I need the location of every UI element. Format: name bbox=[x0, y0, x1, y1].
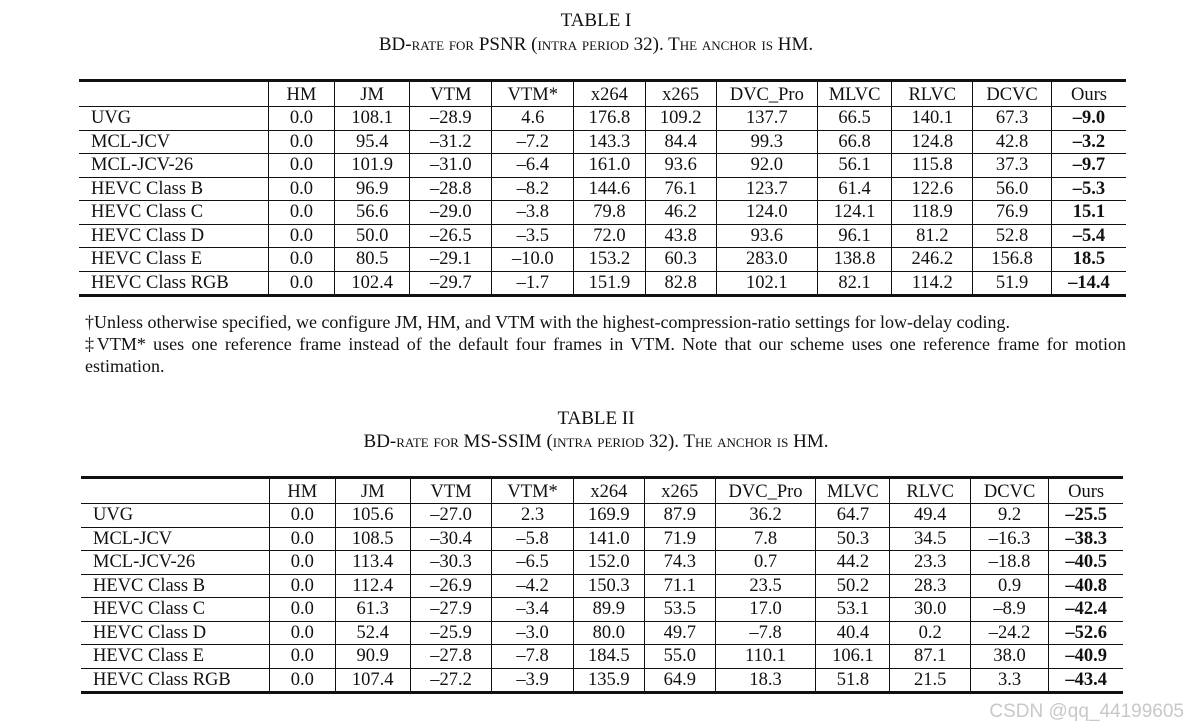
table-cell: 66.8 bbox=[817, 130, 891, 154]
table-cell: 43.8 bbox=[645, 224, 716, 248]
table-cell: –26.9 bbox=[410, 574, 492, 598]
row-label: MCL-JCV-26 bbox=[81, 551, 269, 575]
table1 bbox=[79, 79, 1126, 297]
table-cell: 93.6 bbox=[645, 154, 716, 178]
table-cell: 61.4 bbox=[817, 177, 891, 201]
column-header: VTM bbox=[410, 81, 492, 107]
table-cell: 169.9 bbox=[573, 504, 644, 528]
column-header: x264 bbox=[574, 81, 645, 107]
table-cell: 55.0 bbox=[644, 645, 715, 669]
table-cell: 108.5 bbox=[335, 527, 410, 551]
table-cell: 49.7 bbox=[644, 621, 715, 645]
table-cell: 36.2 bbox=[715, 504, 816, 528]
table-cell: 156.8 bbox=[973, 248, 1052, 272]
table-cell: 56.0 bbox=[973, 177, 1052, 201]
table-cell: 82.8 bbox=[645, 271, 716, 296]
row-label: UVG bbox=[79, 107, 268, 131]
table-cell: –3.0 bbox=[492, 621, 574, 645]
table-cell: 37.3 bbox=[973, 154, 1052, 178]
table-cell: 34.5 bbox=[890, 527, 970, 551]
table-cell: 0.0 bbox=[269, 621, 335, 645]
table-row bbox=[81, 621, 1123, 645]
table-cell: 0.0 bbox=[269, 645, 335, 669]
table-cell: 51.8 bbox=[816, 668, 890, 693]
table-cell: –4.2 bbox=[492, 574, 574, 598]
footnote-2: ‡VTM* uses one reference frame instead of the default four frames in VTM. Note that our scheme uses one reference frame for motion estimation. bbox=[85, 334, 1126, 376]
table-cell: 52.4 bbox=[335, 621, 410, 645]
table-row bbox=[79, 154, 1126, 178]
table-cell: –3.8 bbox=[492, 201, 574, 225]
table-cell: –24.2 bbox=[970, 621, 1048, 645]
table-cell: 283.0 bbox=[716, 248, 817, 272]
table-cell: –29.0 bbox=[410, 201, 492, 225]
table-cell: 0.7 bbox=[715, 551, 816, 575]
table-cell: –1.7 bbox=[492, 271, 574, 296]
table-row bbox=[79, 201, 1126, 225]
table-cell: –31.2 bbox=[410, 130, 492, 154]
column-header: Ours bbox=[1051, 81, 1126, 107]
table-cell: 72.0 bbox=[574, 224, 645, 248]
table-cell: 110.1 bbox=[715, 645, 816, 669]
table-cell: 17.0 bbox=[715, 598, 816, 622]
table-cell: 66.5 bbox=[817, 107, 891, 131]
column-header: Ours bbox=[1049, 478, 1123, 504]
table-cell: 96.1 bbox=[817, 224, 891, 248]
table-header-row bbox=[79, 81, 1126, 107]
table-cell: 161.0 bbox=[574, 154, 645, 178]
table-cell: –40.5 bbox=[1049, 551, 1123, 575]
table-cell: 50.0 bbox=[334, 224, 410, 248]
table-cell: –27.9 bbox=[410, 598, 492, 622]
table-cell: 89.9 bbox=[573, 598, 644, 622]
table-cell: 53.5 bbox=[644, 598, 715, 622]
table-cell: –9.0 bbox=[1051, 107, 1126, 131]
table-cell: 80.5 bbox=[334, 248, 410, 272]
table-row bbox=[79, 224, 1126, 248]
table-cell: 50.2 bbox=[816, 574, 890, 598]
table-cell: 71.9 bbox=[644, 527, 715, 551]
table-cell: 18.5 bbox=[1051, 248, 1126, 272]
table2-caption: BD-rate for MS-SSIM (intra period 32). The anchor is HM. bbox=[363, 431, 829, 452]
column-header: JM bbox=[334, 81, 410, 107]
row-label: HEVC Class E bbox=[81, 645, 269, 669]
watermark: CSDN @qq_44199605 bbox=[989, 701, 1184, 722]
table-cell: 92.0 bbox=[716, 154, 817, 178]
table-cell: 135.9 bbox=[573, 668, 644, 693]
table-cell: –18.8 bbox=[970, 551, 1048, 575]
table-cell: 0.0 bbox=[268, 224, 334, 248]
table-cell: 176.8 bbox=[574, 107, 645, 131]
table-cell: 153.2 bbox=[574, 248, 645, 272]
table-cell: 23.3 bbox=[890, 551, 970, 575]
table-cell: –25.9 bbox=[410, 621, 492, 645]
table-cell: 42.8 bbox=[973, 130, 1052, 154]
column-header: RLVC bbox=[890, 478, 970, 504]
table-row bbox=[81, 527, 1123, 551]
table-cell: 53.1 bbox=[816, 598, 890, 622]
table-row bbox=[81, 668, 1123, 693]
column-header: HM bbox=[269, 478, 335, 504]
table-row bbox=[81, 574, 1123, 598]
table-cell: 107.4 bbox=[335, 668, 410, 693]
table-header-row bbox=[81, 478, 1123, 504]
row-label: HEVC Class RGB bbox=[81, 668, 269, 693]
table-row bbox=[81, 551, 1123, 575]
table-cell: 74.3 bbox=[644, 551, 715, 575]
row-label: HEVC Class E bbox=[79, 248, 268, 272]
table-cell: 61.3 bbox=[335, 598, 410, 622]
row-label: HEVC Class C bbox=[81, 598, 269, 622]
table-cell: 124.8 bbox=[892, 130, 973, 154]
table-cell: 151.9 bbox=[574, 271, 645, 296]
table-cell: –8.2 bbox=[492, 177, 574, 201]
table-cell: 3.3 bbox=[970, 668, 1048, 693]
table-cell: –27.2 bbox=[410, 668, 492, 693]
table-cell: 87.1 bbox=[890, 645, 970, 669]
table-cell: –5.3 bbox=[1051, 177, 1126, 201]
table-cell: –38.3 bbox=[1049, 527, 1123, 551]
table-cell: 0.0 bbox=[268, 271, 334, 296]
table-cell: 0.0 bbox=[268, 154, 334, 178]
table-cell: 79.8 bbox=[574, 201, 645, 225]
table-cell: –14.4 bbox=[1051, 271, 1126, 296]
column-header: DVC_Pro bbox=[716, 81, 817, 107]
column-header: x265 bbox=[644, 478, 715, 504]
table-cell: 124.0 bbox=[716, 201, 817, 225]
table-cell: 108.1 bbox=[334, 107, 410, 131]
column-header: DCVC bbox=[973, 81, 1052, 107]
table-cell: –6.5 bbox=[492, 551, 574, 575]
table-cell: 114.2 bbox=[892, 271, 973, 296]
row-label: MCL-JCV-26 bbox=[79, 154, 268, 178]
table-cell: 0.0 bbox=[268, 130, 334, 154]
column-header: VTM bbox=[410, 478, 492, 504]
table-cell: –7.8 bbox=[492, 645, 574, 669]
table-cell: 64.7 bbox=[816, 504, 890, 528]
table-row bbox=[79, 248, 1126, 272]
table-cell: 124.1 bbox=[817, 201, 891, 225]
table-cell: 67.3 bbox=[973, 107, 1052, 131]
table-cell: –3.4 bbox=[492, 598, 574, 622]
table-cell: –29.1 bbox=[410, 248, 492, 272]
table-cell: 76.1 bbox=[645, 177, 716, 201]
table-row bbox=[79, 130, 1126, 154]
table-cell: –28.9 bbox=[410, 107, 492, 131]
table-row bbox=[81, 598, 1123, 622]
table-row bbox=[79, 107, 1126, 131]
row-label: MCL-JCV bbox=[79, 130, 268, 154]
table-cell: 44.2 bbox=[816, 551, 890, 575]
column-header: RLVC bbox=[892, 81, 973, 107]
table-cell: –9.7 bbox=[1051, 154, 1126, 178]
table-cell: 246.2 bbox=[892, 248, 973, 272]
table-cell: 0.0 bbox=[269, 574, 335, 598]
table-cell: 0.0 bbox=[269, 527, 335, 551]
table-cell: 184.5 bbox=[573, 645, 644, 669]
table-cell: 0.0 bbox=[268, 201, 334, 225]
table-cell: 38.0 bbox=[970, 645, 1048, 669]
table-row bbox=[81, 504, 1123, 528]
table-cell: 82.1 bbox=[817, 271, 891, 296]
row-label: HEVC Class B bbox=[79, 177, 268, 201]
table-cell: –42.4 bbox=[1049, 598, 1123, 622]
table-cell: 118.9 bbox=[892, 201, 973, 225]
table-cell: 0.0 bbox=[268, 107, 334, 131]
table-cell: 60.3 bbox=[645, 248, 716, 272]
table-cell: 102.1 bbox=[716, 271, 817, 296]
table-cell: –3.2 bbox=[1051, 130, 1126, 154]
table-cell: –10.0 bbox=[492, 248, 574, 272]
table-cell: 99.3 bbox=[716, 130, 817, 154]
table-cell: –16.3 bbox=[970, 527, 1048, 551]
table-cell: 143.3 bbox=[574, 130, 645, 154]
table-cell: –43.4 bbox=[1049, 668, 1123, 693]
table-cell: 109.2 bbox=[645, 107, 716, 131]
table-cell: 140.1 bbox=[892, 107, 973, 131]
column-header: HM bbox=[268, 81, 334, 107]
row-label: HEVC Class D bbox=[79, 224, 268, 248]
table-cell: 81.2 bbox=[892, 224, 973, 248]
table-cell: 50.3 bbox=[816, 527, 890, 551]
table-cell: 112.4 bbox=[335, 574, 410, 598]
table-cell: 115.8 bbox=[892, 154, 973, 178]
table1-label: TABLE I bbox=[560, 10, 632, 31]
table-cell: 30.0 bbox=[890, 598, 970, 622]
table-row bbox=[79, 271, 1126, 296]
footnote-1: †Unless otherwise specified, we configure JM, HM, and VTM with the highest-compression-ratio settings for low-delay coding. bbox=[85, 312, 1010, 332]
table2-label: TABLE II bbox=[557, 408, 635, 429]
table-cell: 0.0 bbox=[269, 551, 335, 575]
table-cell: –5.8 bbox=[492, 527, 574, 551]
table-cell: –3.5 bbox=[492, 224, 574, 248]
table-cell: 2.3 bbox=[492, 504, 574, 528]
table-cell: 93.6 bbox=[716, 224, 817, 248]
table-cell: 64.9 bbox=[644, 668, 715, 693]
table-cell: 0.0 bbox=[269, 598, 335, 622]
table-row bbox=[79, 177, 1126, 201]
table-cell: 51.9 bbox=[973, 271, 1052, 296]
row-label: UVG bbox=[81, 504, 269, 528]
table-cell: 101.9 bbox=[334, 154, 410, 178]
table-cell: 141.0 bbox=[573, 527, 644, 551]
column-header: MLVC bbox=[816, 478, 890, 504]
table-cell: –3.9 bbox=[492, 668, 574, 693]
table-cell: –7.2 bbox=[492, 130, 574, 154]
table-cell: 150.3 bbox=[573, 574, 644, 598]
table-cell: –26.5 bbox=[410, 224, 492, 248]
column-header: MLVC bbox=[817, 81, 891, 107]
table-cell: 9.2 bbox=[970, 504, 1048, 528]
table-cell: –40.9 bbox=[1049, 645, 1123, 669]
table2 bbox=[81, 476, 1123, 694]
table-cell: 56.1 bbox=[817, 154, 891, 178]
table-cell: –40.8 bbox=[1049, 574, 1123, 598]
table-cell: 0.0 bbox=[268, 248, 334, 272]
row-label: HEVC Class B bbox=[81, 574, 269, 598]
table-cell: 0.0 bbox=[268, 177, 334, 201]
table-cell: 76.9 bbox=[973, 201, 1052, 225]
table-cell: –31.0 bbox=[410, 154, 492, 178]
row-label: HEVC Class C bbox=[79, 201, 268, 225]
column-header: VTM* bbox=[492, 81, 574, 107]
column-header: JM bbox=[335, 478, 410, 504]
table-cell: –8.9 bbox=[970, 598, 1048, 622]
table-cell: 52.8 bbox=[973, 224, 1052, 248]
table-cell: –25.5 bbox=[1049, 504, 1123, 528]
row-label: HEVC Class RGB bbox=[79, 271, 268, 296]
table-cell: 105.6 bbox=[335, 504, 410, 528]
table-cell: –7.8 bbox=[715, 621, 816, 645]
column-header bbox=[79, 81, 268, 107]
table-cell: –30.4 bbox=[410, 527, 492, 551]
table-cell: 28.3 bbox=[890, 574, 970, 598]
table-cell: 106.1 bbox=[816, 645, 890, 669]
table-cell: 0.0 bbox=[269, 504, 335, 528]
table-cell: –6.4 bbox=[492, 154, 574, 178]
column-header: x264 bbox=[573, 478, 644, 504]
footnotes bbox=[79, 311, 1126, 377]
table-cell: 96.9 bbox=[334, 177, 410, 201]
table-cell: 21.5 bbox=[890, 668, 970, 693]
table-cell: –30.3 bbox=[410, 551, 492, 575]
table-cell: 87.9 bbox=[644, 504, 715, 528]
table-cell: 80.0 bbox=[573, 621, 644, 645]
table-cell: 95.4 bbox=[334, 130, 410, 154]
table-cell: 123.7 bbox=[716, 177, 817, 201]
table-cell: 49.4 bbox=[890, 504, 970, 528]
table-cell: 15.1 bbox=[1051, 201, 1126, 225]
table-cell: –28.8 bbox=[410, 177, 492, 201]
table-cell: 137.7 bbox=[716, 107, 817, 131]
table-cell: 102.4 bbox=[334, 271, 410, 296]
table-cell: 122.6 bbox=[892, 177, 973, 201]
table1-caption: BD-rate for PSNR (intra period 32). The anchor is HM. bbox=[378, 34, 814, 55]
table-cell: 0.9 bbox=[970, 574, 1048, 598]
table-cell: 90.9 bbox=[335, 645, 410, 669]
table-cell: 40.4 bbox=[816, 621, 890, 645]
table-row bbox=[81, 645, 1123, 669]
table-cell: 0.2 bbox=[890, 621, 970, 645]
table-cell: 18.3 bbox=[715, 668, 816, 693]
table-cell: –27.8 bbox=[410, 645, 492, 669]
column-header: VTM* bbox=[492, 478, 574, 504]
table-cell: –29.7 bbox=[410, 271, 492, 296]
column-header: DVC_Pro bbox=[715, 478, 816, 504]
table-cell: –27.0 bbox=[410, 504, 492, 528]
table-cell: 46.2 bbox=[645, 201, 716, 225]
table-cell: 23.5 bbox=[715, 574, 816, 598]
row-label: HEVC Class D bbox=[81, 621, 269, 645]
column-header bbox=[81, 478, 269, 504]
row-label: MCL-JCV bbox=[81, 527, 269, 551]
table-cell: 152.0 bbox=[573, 551, 644, 575]
table-cell: 84.4 bbox=[645, 130, 716, 154]
table-cell: –5.4 bbox=[1051, 224, 1126, 248]
table-cell: 71.1 bbox=[644, 574, 715, 598]
table-cell: 113.4 bbox=[335, 551, 410, 575]
table-cell: 56.6 bbox=[334, 201, 410, 225]
table-cell: 138.8 bbox=[817, 248, 891, 272]
table-cell: 144.6 bbox=[574, 177, 645, 201]
column-header: DCVC bbox=[970, 478, 1048, 504]
table-cell: 0.0 bbox=[269, 668, 335, 693]
column-header: x265 bbox=[645, 81, 716, 107]
table-cell: 4.6 bbox=[492, 107, 574, 131]
table-cell: –52.6 bbox=[1049, 621, 1123, 645]
table-cell: 7.8 bbox=[715, 527, 816, 551]
